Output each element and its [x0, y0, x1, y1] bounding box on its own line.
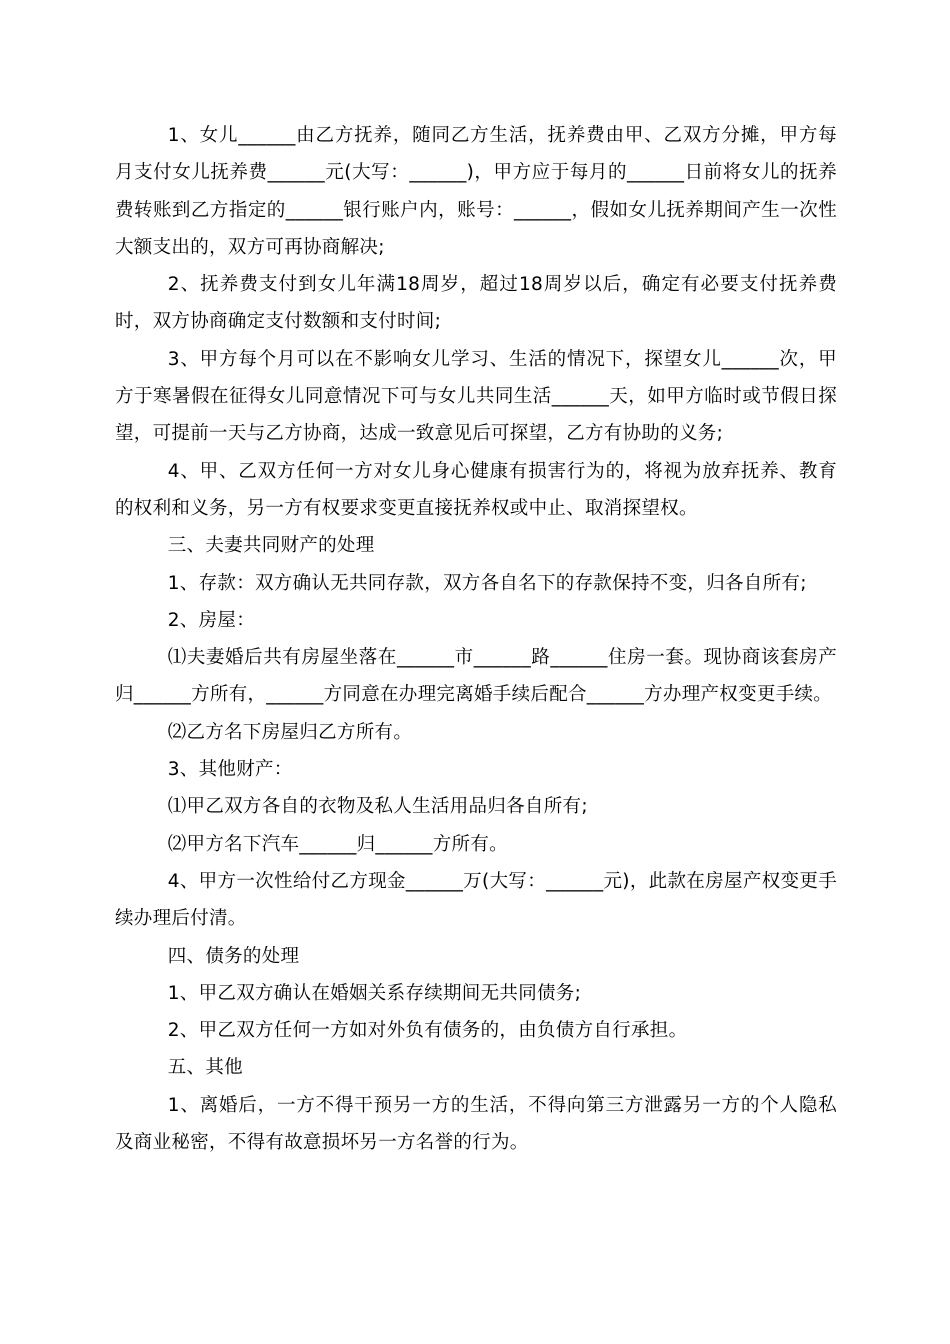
clause-party-b-house: ⑵乙方名下房屋归乙方所有。 — [167, 721, 413, 743]
clause-housing-heading: 2、房屋： — [167, 609, 255, 631]
clause-privacy: 1、离婚后，一方不得干预另一方的生活，不得向第三方泄露另一方的个人隐私及商业秘密，不得有故意损坏另一方名誉的行为。 — [115, 1094, 837, 1154]
clause-shared-house: ⑴夫妻婚后共有房屋坐落在______市______路______住房一套。现协商该套房产归______方所有，______方同意在办理完离婚手续后配合______方办理产权变更手续。 — [115, 647, 837, 706]
document-body — [115, 117, 837, 1161]
clause-deposits: 1、存款：双方确认无共同存款，双方各自名下的存款保持不变，归各自所有; — [167, 572, 807, 594]
clause-car: ⑵甲方名下汽车______归______方所有。 — [167, 833, 508, 855]
clause-other-property-heading: 3、其他财产： — [167, 759, 293, 781]
clause-harm-penalty: 4、甲、乙双方任何一方对女儿身心健康有损害行为的，将视为放弃抚养、教育的权利和义务，另一方有权要求变更直接抚养权或中止、取消探望权。 — [115, 460, 837, 519]
clause-cash-payment: 4、甲方一次性给付乙方现金______万(大写：______元)，此款在房屋产权变更手续办理后付清。 — [115, 870, 837, 930]
clause-visitation: 3、甲方每个月可以在不影响女儿学习、生活的情况下，探望女儿______次，甲方于寒暑假在征得女儿同意情况下可与女儿共同生活______天，如甲方临时或节假日探望，可提前一天与乙方协商，达成一致意见后可探望，乙方有协助的义务; — [115, 348, 837, 445]
clause-individual-debt: 2、甲乙双方任何一方如对外负有债务的，由负债方自行承担。 — [167, 1020, 688, 1042]
clause-support-duration: 2、抚养费支付到女儿年满18周岁，超过18周岁以后，确定有必要支付抚养费时，双方协商确定支付数额和支付时间; — [115, 274, 837, 333]
section-heading-property: 三、夫妻共同财产的处理 — [167, 535, 375, 557]
section-heading-debts: 四、债务的处理 — [167, 945, 300, 967]
clause-no-shared-debt: 1、甲乙双方确认在婚姻关系存续期间无共同债务; — [167, 982, 582, 1004]
section-heading-other: 五、其他 — [167, 1057, 243, 1079]
clause-personal-items: ⑴甲乙双方各自的衣物及私人生活用品归各自所有; — [167, 796, 588, 818]
clause-child-support: 1、女儿______由乙方抚养，随同乙方生活，抚养费由甲、乙双方分摊，甲方每月支付女儿抚养费______元(大写：______)，甲方应于每月的______日前将女儿的抚养费转账到乙方指定的______银行账户内，账号：______，假如女儿抚养期间产生一次性大额支出的，双方可再协商解决; — [115, 125, 837, 258]
